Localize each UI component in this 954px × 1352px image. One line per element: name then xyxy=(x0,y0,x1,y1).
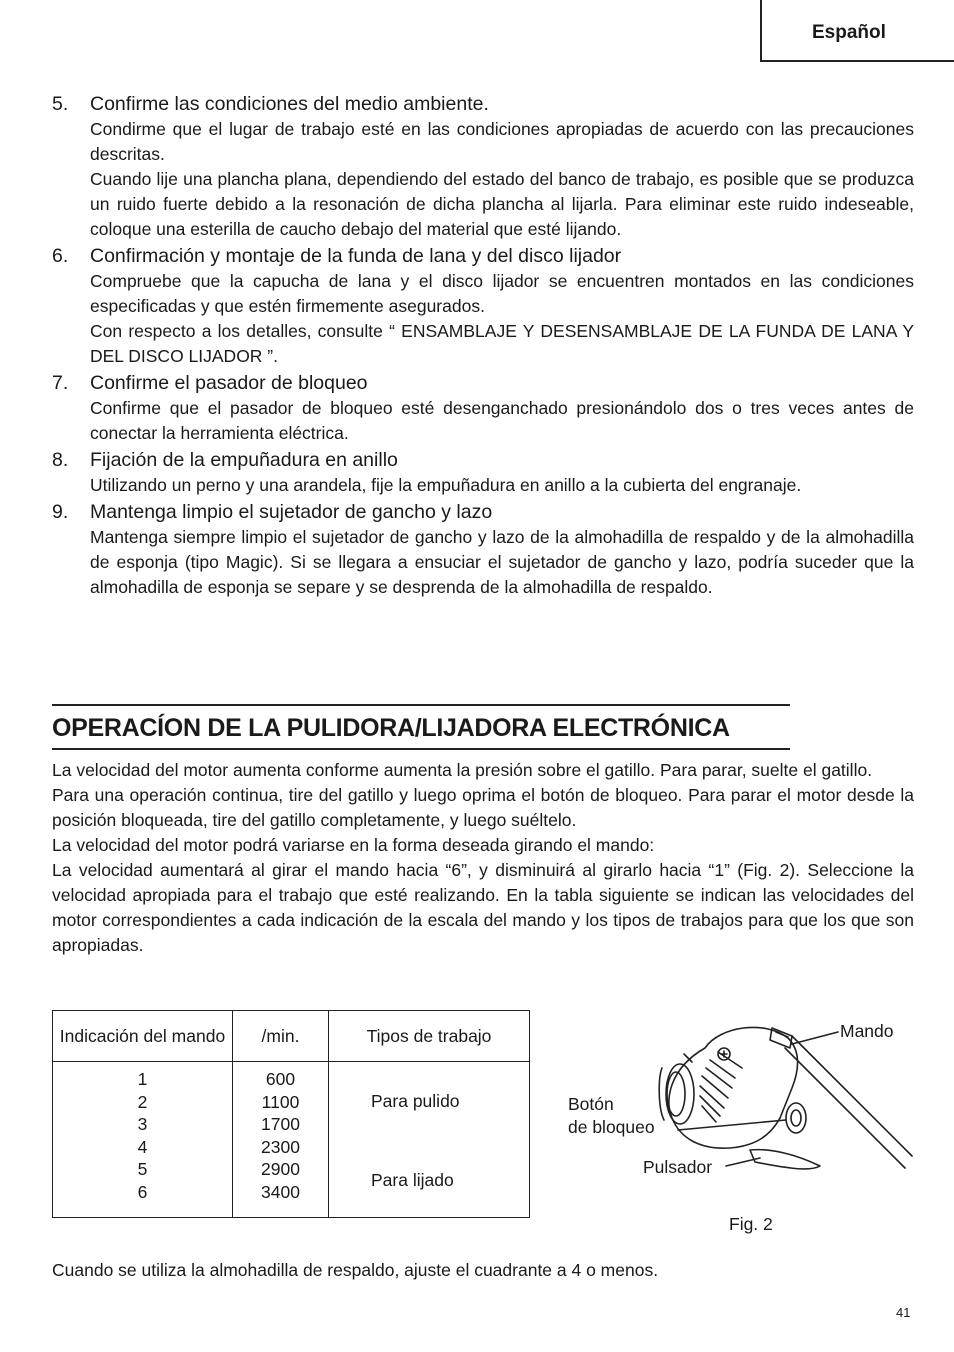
item-body xyxy=(90,396,914,446)
item-paragraph: Condirme que el lugar de trabajo esté en las condiciones apropiadas de acuerdo con las precauciones descritas. xyxy=(90,119,914,164)
dial-values-cell xyxy=(53,1062,233,1218)
item-heading xyxy=(52,244,914,269)
figure-caption: Fig. 2 xyxy=(729,1214,773,1234)
work-types-cell xyxy=(329,1062,530,1218)
item-title: Confirmación y montaje de la funda de lana y del disco lijador xyxy=(90,245,622,267)
table-header-row xyxy=(53,1011,530,1062)
item-body xyxy=(90,117,914,242)
item-body xyxy=(90,473,914,498)
list-item xyxy=(52,500,914,600)
dial-value: 3 xyxy=(137,1114,148,1134)
speed-table xyxy=(52,1010,530,1218)
rpm-value: 600 xyxy=(265,1069,296,1089)
rpm-value: 3400 xyxy=(261,1181,300,1202)
item-title: Confirme las condiciones del medio ambiente. xyxy=(90,93,489,115)
item-paragraph: Cuando lije una plancha plana, dependiendo del estado del banco de trabajo, es posible que se produzca un ruido fuerte debido a la resonación de dicha plancha al lijarla. Para eliminar este ruido indeseable, coloque una esterilla de caucho debajo del material que esté lijando. xyxy=(90,169,914,239)
label-boton-line2: de bloqueo xyxy=(568,1117,655,1137)
figure-2 xyxy=(560,1008,920,1238)
item-body xyxy=(90,525,914,600)
dial-value: 2 xyxy=(137,1091,148,1112)
item-paragraph: Mantenga siempre limpio el sujetador de gancho y lazo de la almohadilla de respaldo y de la almohadilla de esponja (tipo Magic). Si se llegara a ensuciar el sujetador de gancho y lazo, podría suceder que la almohadilla de esponja se separe y se desprenda de la almohadilla de respaldo. xyxy=(90,527,914,597)
label-pulsador: Pulsador xyxy=(643,1157,713,1177)
item-number: 6. xyxy=(52,245,69,267)
item-paragraph: Con respecto a los detalles, consulte “ ENSAMBLAJE Y DESENSAMBLAJE DE LA FUNDA DE LANA Y DEL DISCO LIJADOR ”. xyxy=(90,321,914,366)
item-number: 5. xyxy=(52,93,69,115)
footer-note: Cuando se utiliza la almohadilla de respaldo, ajuste el cuadrante a 4 o menos. xyxy=(52,1260,659,1280)
section-intro xyxy=(52,758,914,958)
table-header-work-type: Tipos de trabajo xyxy=(329,1011,530,1062)
intro-paragraph: Para una operación continua, tire del gatillo y luego oprima el botón de bloqueo. Para parar el motor desde la posición bloqueada, tire del gatillo completamente, y luego suéltelo. xyxy=(52,785,914,830)
rpm-values-cell xyxy=(233,1062,329,1218)
item-number: 8. xyxy=(52,449,69,471)
item-number: 7. xyxy=(52,372,69,394)
section-title: OPERACÍON DE LA PULIDORA/LIJADORA ELECTRÓNICA xyxy=(52,704,790,750)
item-title: Confirme el pasador de bloqueo xyxy=(90,372,368,394)
list-item xyxy=(52,92,914,242)
item-paragraph: Confirme que el pasador de bloqueo esté desenganchado presionándolo dos o tres veces antes de conectar la herramienta eléctrica. xyxy=(90,398,914,443)
table-header-dial: Indicación del mando xyxy=(53,1011,233,1062)
item-number: 9. xyxy=(52,501,69,523)
item-paragraph: Utilizando un perno y una arandela, fije la empuñadura en anillo a la cubierta del engranaje. xyxy=(90,475,802,495)
rpm-value: 2300 xyxy=(261,1136,300,1157)
list-item xyxy=(52,371,914,446)
dial-value: 6 xyxy=(137,1181,148,1202)
item-heading xyxy=(52,92,914,117)
item-heading xyxy=(52,500,914,525)
item-paragraph: Compruebe que la capucha de lana y el disco lijador se encuentren montados en las condiciones especificadas y que estén firmemente asegurados. xyxy=(90,271,914,316)
item-body xyxy=(90,269,914,369)
dial-value: 1 xyxy=(137,1069,148,1089)
rpm-value: 2900 xyxy=(261,1159,300,1179)
intro-paragraph: La velocidad del motor podrá variarse en la forma deseada girando el mando: xyxy=(52,835,655,855)
item-title: Fijación de la empuñadura en anillo xyxy=(90,449,398,471)
rpm-value: 1700 xyxy=(261,1114,300,1134)
list-item xyxy=(52,448,914,498)
label-mando: Mando xyxy=(840,1021,894,1041)
page-number: 41 xyxy=(896,1305,911,1320)
list-item xyxy=(52,244,914,369)
item-heading xyxy=(52,371,914,396)
checklist xyxy=(52,92,914,602)
work-type-sanding: Para lijado xyxy=(371,1169,454,1190)
item-heading xyxy=(52,448,914,473)
table-row xyxy=(53,1062,530,1218)
label-boton-line1: Botón xyxy=(568,1094,614,1114)
dial-value: 4 xyxy=(137,1136,148,1157)
work-type-polishing: Para pulido xyxy=(371,1091,460,1111)
intro-paragraph: La velocidad aumentará al girar el mando hacia “6”, y disminuirá al girarlo hacia “1” (Fig. 2). Seleccione la velocidad apropiada para el trabajo que esté realizando. En la tabla siguiente se indican las velocidades del motor correspondientes a cada indicación de la escala del mando y los tipos de trabajos para que los que son apropiadas. xyxy=(52,860,914,955)
item-title: Mantenga limpio el sujetador de gancho y lazo xyxy=(90,501,493,523)
language-tab: Español xyxy=(760,0,954,62)
intro-paragraph: La velocidad del motor aumenta conforme aumenta la presión sobre el gatillo. Para parar, suelte el gatillo. xyxy=(52,760,873,780)
dial-value: 5 xyxy=(137,1159,148,1179)
table-header-rpm: /min. xyxy=(233,1011,329,1062)
rpm-value: 1100 xyxy=(261,1091,300,1112)
